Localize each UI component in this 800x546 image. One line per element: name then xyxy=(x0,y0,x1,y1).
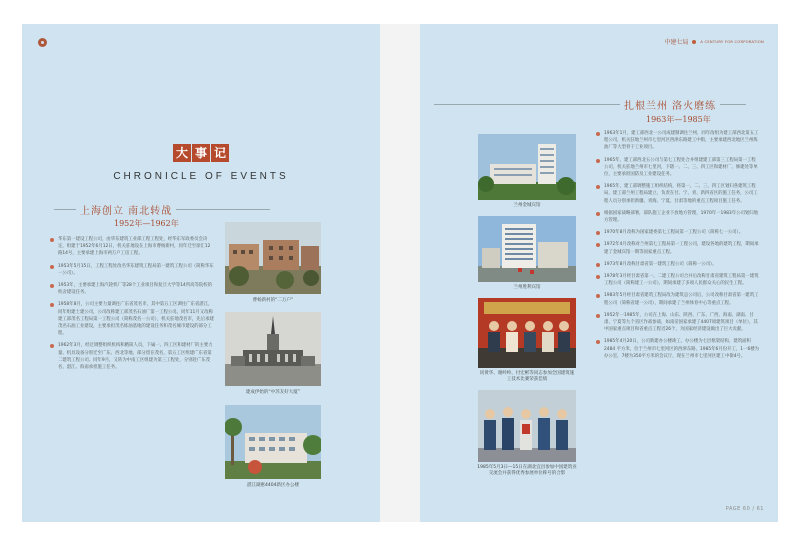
bullet-icon xyxy=(50,303,54,307)
event-entry: 1958年8月，公司主要力量调往广东省茂名市，其中第五工区调往广东省湛江，同年组建土建公司，公司改称建工部茂名石油厂第一工程公司。同年11月又改称建工部茂名工程局第一工程公司（简称茂名一公司），机关驻地茂名市，先后承建茂名石油工业建设，主要承担茂名炼油基地的建设任务和茂名城市建设的部分工程。 xyxy=(50,301,214,337)
event-entry: 1952年一1985年，公司在上海、山东、陕西、广东、广西、海南、湖南、甘肃、宁夏等九个省区作战参战，如南帝国家承建了4407项建筑项目（单位），其中国家重点项目和省重点工程近26个，为国家经济建设做出了巨大贡献。 xyxy=(596,312,760,334)
bullet-icon xyxy=(596,132,600,136)
bullet-icon xyxy=(596,263,600,267)
chronicle-subtitle: CHRONICLE OF EVENTS xyxy=(113,171,289,182)
photo-caoyang-housing xyxy=(225,222,321,294)
event-list xyxy=(596,130,760,365)
photo-caption: 湛江湖惠4404新区办公楼 xyxy=(247,483,299,488)
section-heading xyxy=(434,97,746,112)
event-entry: 1972年4月改称对兰州第七工程局第一工程公司，建设各地的建筑工程，期间承建了金城宾馆一期等国家重点工程。 xyxy=(596,241,760,255)
photo-caption: 同黄华、谢岭岭、付宏彬等同志参加全国建筑施工技术比赛荣获佳绩 xyxy=(479,371,575,382)
company-logo-icon xyxy=(38,38,47,47)
bullet-icon xyxy=(596,231,600,235)
event-entry: 根据国家战略部署，部队施工企业下放地方管理，1970年一1983年公司划归地方管理。 xyxy=(596,210,760,224)
photo-caption: 兰州胜利宾馆 xyxy=(513,285,541,290)
heading-char: 记 xyxy=(211,144,229,162)
event-entry: 1978年3月经甘肃省第一、二建工程公司合并后改称甘肃省建筑工程局第一建筑工程公司（简称建工一公司），期间承建了多项人民群众关心的民生工程。 xyxy=(596,273,760,287)
event-entry: 1953年，主要承建上海汽轮机厂等28个工业项目和复旦大学等14所高等院校的校舍建设任务。 xyxy=(50,282,214,296)
chronicle-heading-seal xyxy=(173,144,229,162)
event-entry: 1962年3月，经过调整组织机构和精简人员，下属一、四工区和建材厂的主要力量、机具设备分别迁至广东、西北等地，部分留在茂名，第五工区组建广东省第二建筑工程公司。同年9月，又转为中南工区组建为第三工程处，分别赴广东茂名、湛江、海南承担施工任务。 xyxy=(50,342,214,371)
event-entry: 1970年8月改称为国家建委第七工程局第一工程公司（简称七一公司）。 xyxy=(596,229,760,236)
bullet-icon xyxy=(50,344,54,348)
bullet-icon xyxy=(50,284,54,288)
event-entry: 1965年，建工部西北五公司与第七工程处合并组建建工部第三工程局第一工程公司，机关驻地兰州市七里河，下辖一、二、三、四工区和建材厂、修建处等单位，主要承担国防及工业建设任务。 xyxy=(596,157,760,179)
section-title: 扎根兰州 洛火磨练 xyxy=(624,101,717,112)
bullet-icon xyxy=(596,294,600,298)
section-heading xyxy=(54,202,270,217)
divider-line xyxy=(720,104,746,105)
photo-award-group xyxy=(478,298,576,368)
bullet-icon xyxy=(596,340,600,344)
section-years: 1952年—1962年 xyxy=(114,219,179,228)
divider-line xyxy=(176,209,270,210)
bullet-icon xyxy=(596,159,600,163)
event-entry: 1965年，建工部调整施工组织结构，将第一、二、三、四工区划归各建筑工程局，建工部兰州工程局建立，负责在甘、宁、青、新四省区的施工任务，公司工程人员分别承担新疆、青海、宁夏、甘肃等地的重点工程项目施工任务。 xyxy=(596,183,760,205)
brand-logo-icon xyxy=(692,40,696,44)
photo-caption: 曹杨新村的“二万户” xyxy=(252,298,294,303)
brand-tagline: A CENTURY FOR CORPORATION xyxy=(700,39,764,44)
bullet-icon xyxy=(596,243,600,247)
right-page xyxy=(420,24,778,522)
photo-zhanjiang-office xyxy=(225,405,321,479)
page-number: PAGE 60 / 61 xyxy=(725,506,764,512)
photo-friendship-hall xyxy=(225,312,321,386)
bullet-icon xyxy=(50,238,54,242)
brand-name: 中建七局 xyxy=(664,39,689,46)
bullet-icon xyxy=(596,314,600,318)
event-entry: 1963年1月，建工部西北一公司成建制调往兰州，同年改组为建工部西北第五工程公司，机关驻地兰州市七里河区西津东路建工中街，主要承建西北地区兰州炼油厂等大型骨干工业项目。 xyxy=(596,130,760,152)
bullet-icon xyxy=(596,275,600,279)
bullet-icon xyxy=(50,265,54,269)
bullet-icon xyxy=(596,212,600,216)
event-entry: 华东第一建设工程公司，由华东建筑工业部工程工程处，经华东军政委员会决定，组建于1952年6月12日，机关驻地设在上海市曹杨新村，同年迁至徐汇12路14号，主要承建上海市两万户工房工程。 xyxy=(50,236,214,258)
divider-line xyxy=(54,209,76,210)
heading-char: 大 xyxy=(173,144,191,162)
bullet-icon xyxy=(596,185,600,189)
photo-caption: 建成伊始的“中苏友好大厦” xyxy=(245,390,301,395)
event-entry: 1953年5月15日，工程工程处改名华东建筑工程局第一建筑工程公司（简称华东一公司）。 xyxy=(50,263,214,277)
photo-shengli-hotel xyxy=(478,216,576,282)
left-page xyxy=(22,24,380,522)
photo-caption: 兰州金城宾馆 xyxy=(513,203,541,208)
section-years: 1963年—1985年 xyxy=(646,115,711,124)
heading-char: 事 xyxy=(192,144,210,162)
photo-jincheng-hotel xyxy=(478,134,576,200)
photo-exhibition-group xyxy=(478,390,576,462)
section-title: 上海创立 南北转战 xyxy=(80,206,173,217)
brand-header xyxy=(664,37,764,46)
divider-line xyxy=(434,104,620,105)
event-entry: 1973年8月改称甘肃省第一建筑工程公司（简称一公司）。 xyxy=(596,261,760,268)
photo-caption: 1985年5月3日—15日在湖北宜昌参加中国建筑业交流会并获得优秀参展单位称号的合影 xyxy=(477,465,577,476)
event-list xyxy=(50,236,214,376)
event-entry: 1983年5月经甘肃省建筑工程局改为建筑总公司后，公司改称甘肃省第一建筑工程公司（简称省建一公司），期间承建了兰州体育中心等重点工程。 xyxy=(596,292,760,306)
event-entry: 1985年4月20日，公司新建办公楼竣工，办公楼为七层框架结构，建筑面积 2484 平方米，位于兰州市七里河区的西津东路，1985年6月份开工，1一6楼为办公室，7楼为350平方米的会议厅，现在兰州市七里河区建工中街4号。 xyxy=(596,338,760,360)
book-spine xyxy=(380,24,420,522)
